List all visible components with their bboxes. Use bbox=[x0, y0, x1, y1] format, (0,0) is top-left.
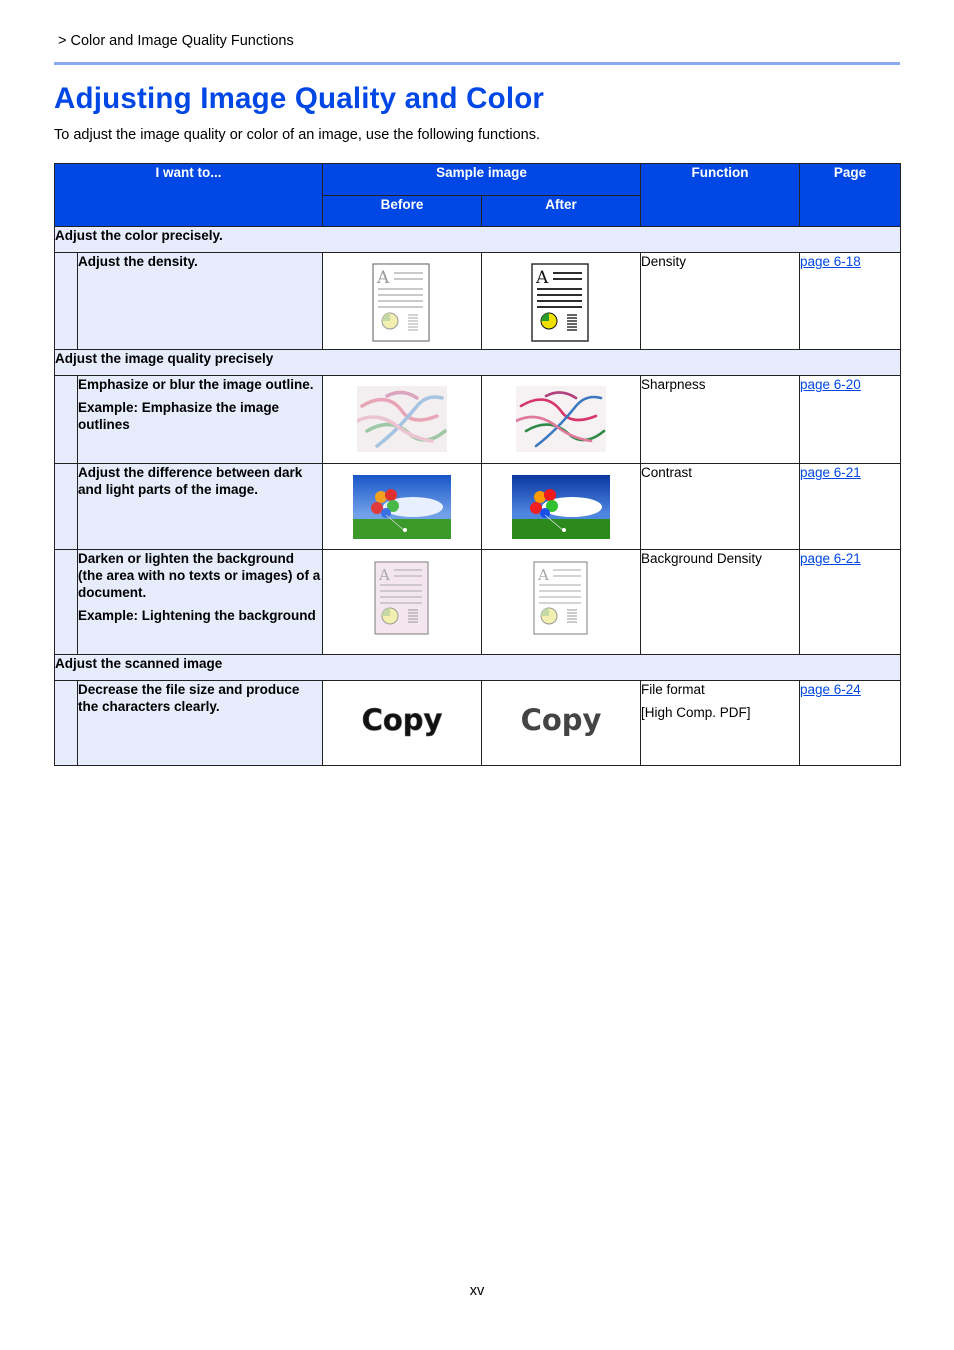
want-text: Decrease the file size and produce the characters clearly. bbox=[78, 682, 300, 714]
copy-before-image bbox=[357, 701, 447, 745]
before-image-cell bbox=[323, 681, 482, 766]
after-image-cell bbox=[482, 253, 641, 350]
want-text: Adjust the difference between dark and light parts of the image. bbox=[78, 465, 303, 497]
paper-clips-before-image bbox=[357, 386, 447, 452]
function-option: [High Comp. PDF] bbox=[641, 705, 751, 720]
want-cell bbox=[78, 376, 323, 464]
before-image-cell bbox=[323, 376, 482, 464]
header-after: After bbox=[482, 196, 641, 227]
svg-text:A: A bbox=[377, 268, 390, 288]
after-image-cell bbox=[482, 550, 641, 655]
copy-before-text: Copy bbox=[361, 703, 443, 737]
svg-text:A: A bbox=[538, 566, 549, 584]
function-cell bbox=[641, 376, 800, 464]
page-link[interactable]: page 6-24 bbox=[800, 682, 861, 697]
page-link[interactable]: page 6-18 bbox=[800, 254, 861, 269]
copy-after-image bbox=[516, 701, 606, 745]
balloons-after-image bbox=[512, 475, 610, 539]
page-link[interactable]: page 6-21 bbox=[800, 551, 861, 566]
background-before-image bbox=[374, 561, 430, 637]
row-indent bbox=[55, 253, 78, 350]
after-image-cell bbox=[482, 681, 641, 766]
density-after-image bbox=[531, 263, 591, 343]
after-image-cell bbox=[482, 464, 641, 550]
background-after-image bbox=[533, 561, 589, 637]
page-title: Adjusting Image Quality and Color bbox=[54, 82, 545, 115]
header-divider bbox=[54, 62, 900, 65]
intro-text: To adjust the image quality or color of an image, use the following functions. bbox=[54, 127, 541, 143]
section-heading: Adjust the image quality precisely bbox=[55, 350, 901, 376]
function-cell bbox=[641, 550, 800, 655]
want-text: Adjust the density. bbox=[78, 254, 198, 269]
header-want: I want to... bbox=[55, 164, 323, 227]
balloons-before-image bbox=[353, 475, 451, 539]
after-image-cell bbox=[482, 376, 641, 464]
want-cell bbox=[78, 681, 323, 766]
header-before: Before bbox=[323, 196, 482, 227]
functions-table bbox=[54, 163, 901, 766]
svg-text:A: A bbox=[379, 566, 390, 584]
row-indent bbox=[55, 464, 78, 550]
want-example: Example: Emphasize the image outlines bbox=[78, 400, 280, 432]
page-link[interactable]: page 6-20 bbox=[800, 377, 861, 392]
row-indent bbox=[55, 681, 78, 766]
page-cell bbox=[800, 464, 901, 550]
want-cell bbox=[78, 253, 323, 350]
breadcrumb[interactable]: > Color and Image Quality Functions bbox=[58, 33, 294, 49]
function-name: Sharpness bbox=[641, 377, 706, 392]
page-cell bbox=[800, 550, 901, 655]
function-name: Density bbox=[641, 254, 687, 269]
header-page: Page bbox=[800, 164, 901, 227]
want-text: Darken or lighten the background (the area with no texts or images) of a document. bbox=[78, 551, 321, 600]
function-cell bbox=[641, 464, 800, 550]
want-text: Emphasize or blur the image outline. bbox=[78, 377, 314, 392]
page-cell bbox=[800, 253, 901, 350]
want-example: Example: Lightening the background bbox=[78, 608, 316, 623]
page-number: xv bbox=[469, 1283, 485, 1299]
want-cell bbox=[78, 464, 323, 550]
density-before-image bbox=[372, 263, 432, 343]
section-heading: Adjust the color precisely. bbox=[55, 227, 901, 253]
header-sample-image: Sample image bbox=[323, 164, 641, 196]
row-indent bbox=[55, 376, 78, 464]
function-name: Background Density bbox=[641, 551, 762, 566]
before-image-cell bbox=[323, 253, 482, 350]
page-link[interactable]: page 6-21 bbox=[800, 465, 861, 480]
svg-text:A: A bbox=[536, 268, 549, 288]
function-name: Contrast bbox=[641, 465, 693, 480]
paper-clips-after-image bbox=[516, 386, 606, 452]
row-indent bbox=[55, 550, 78, 655]
want-cell bbox=[78, 550, 323, 655]
copy-after-text: Copy bbox=[520, 703, 602, 737]
function-name: File format bbox=[641, 682, 705, 697]
page-cell bbox=[800, 376, 901, 464]
section-heading: Adjust the scanned image bbox=[55, 655, 901, 681]
function-cell bbox=[641, 681, 800, 766]
page-cell bbox=[800, 681, 901, 766]
header-function: Function bbox=[641, 164, 800, 227]
function-cell bbox=[641, 253, 800, 350]
before-image-cell bbox=[323, 464, 482, 550]
before-image-cell bbox=[323, 550, 482, 655]
